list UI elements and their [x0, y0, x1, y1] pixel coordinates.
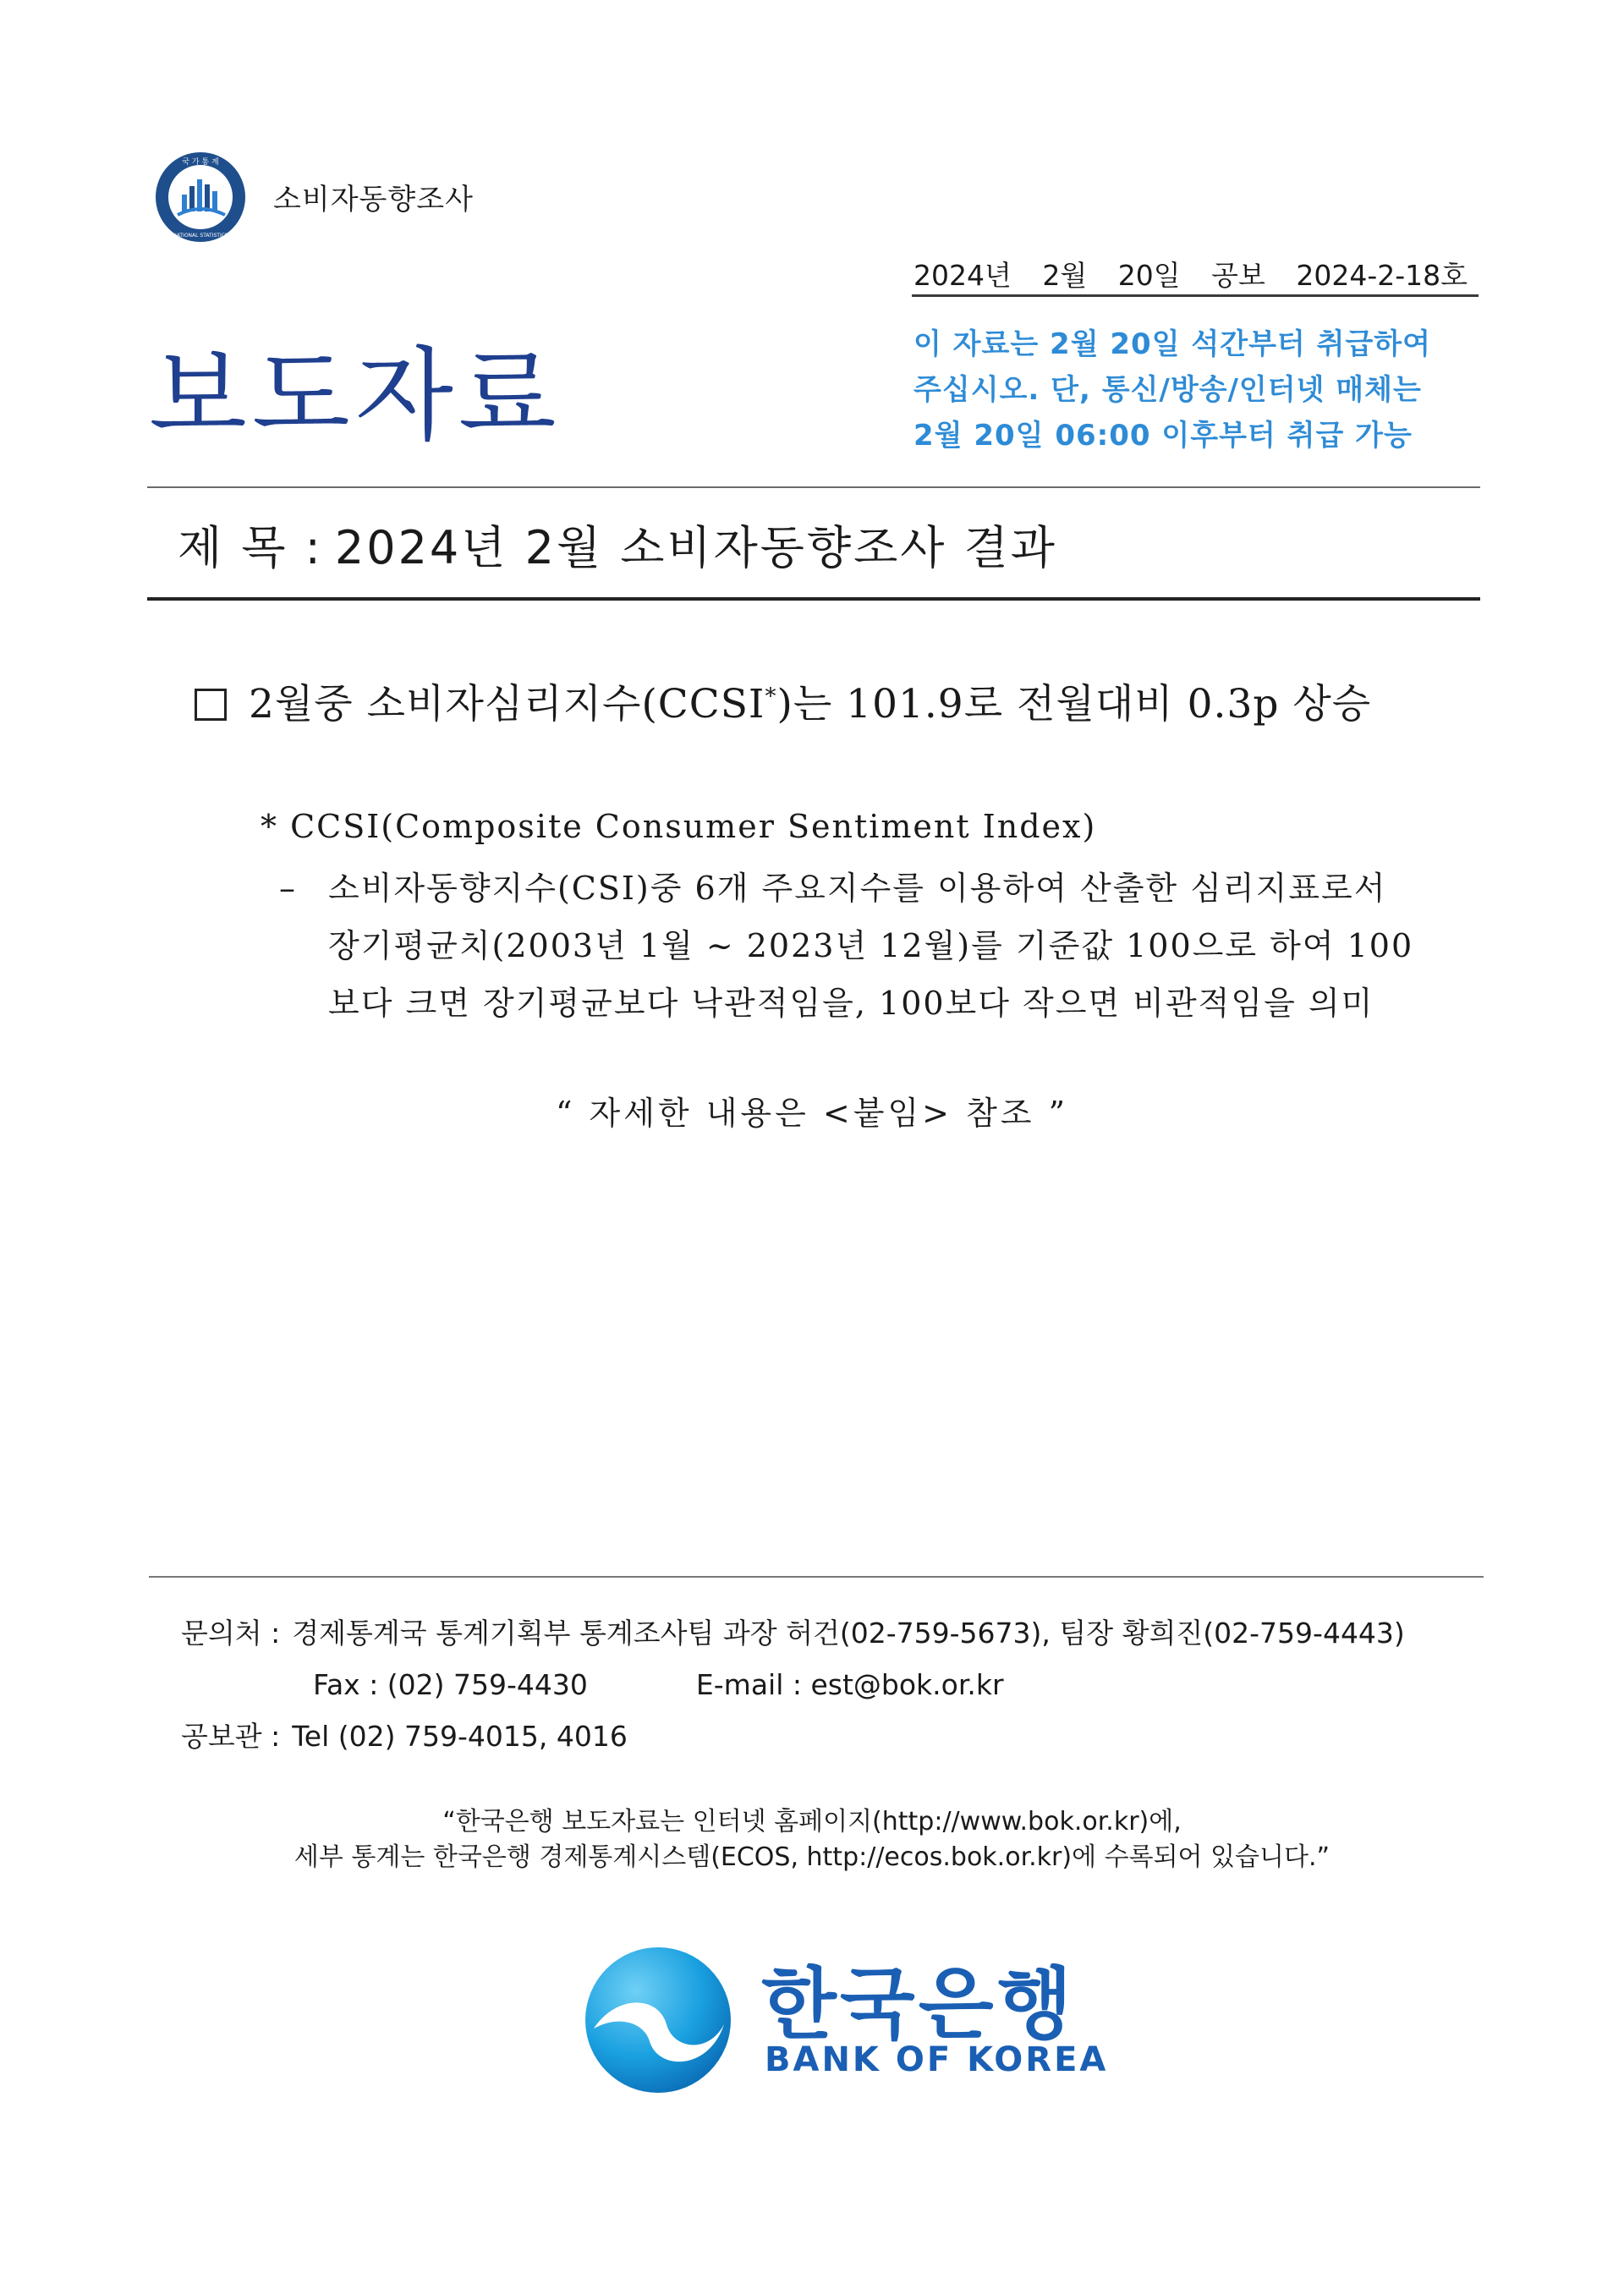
ccsi-note-body: [279, 859, 1463, 1032]
dateline-day: 20일: [1117, 259, 1181, 292]
inquiry-label: 문의처 :: [181, 1617, 281, 1650]
national-statistics-logo: [154, 151, 247, 244]
dateline-year: 2024년: [914, 259, 1012, 292]
ccsi-note-heading: * CCSI(Composite Consumer Sentiment Index): [261, 808, 1097, 845]
footnote-line: 세부 통계는 한국은행 경제통계시스템(ECOS, http://ecos.bok.or.kr)에 수록되어 있습니다.”: [294, 1842, 1330, 1872]
dateline-number: 2024-2-18호: [1296, 259, 1468, 292]
contact-info: [181, 1607, 1417, 1762]
embargo-line: 2월 20일 06:00 이후부터 취급 가능: [914, 419, 1413, 453]
footnote-line: “한국은행 보도자료는 인터넷 홈페이지(http://www.bok.or.kr)에,: [442, 1807, 1182, 1837]
pr-row: [181, 1710, 1417, 1762]
dateline-divider: [912, 294, 1479, 297]
subject-line: [178, 512, 1057, 577]
fax-email-row: [181, 1659, 1417, 1710]
dash-bullet: –: [279, 870, 297, 907]
attachment-reference: “ 자세한 내용은 <붙임> 참조 ”: [555, 1095, 1068, 1132]
note-line: [279, 859, 1463, 917]
dateline-type: 공보: [1211, 259, 1265, 292]
subject-bottom-divider: [147, 597, 1480, 601]
subject-label: 제 목 :: [178, 521, 323, 574]
headline: [195, 673, 1371, 729]
press-release-title: 보도자료: [149, 338, 562, 455]
pr-text: Tel (02) 759-4015, 4016: [292, 1720, 628, 1753]
note-line-text: 소비자동향지수(CSI)중 6개 주요지수를 이용하여 산출한 심리지표로서: [328, 870, 1387, 907]
embargo-notice: [914, 321, 1506, 458]
fax-text: Fax : (02) 759-4430: [313, 1668, 588, 1701]
inquiry-text: 경제통계국 통계기획부 통계조사팀 과장 허건(02-759-5673), 팀장 황희진(02-759-4443): [292, 1617, 1405, 1650]
headline-asterisk: *: [765, 684, 777, 710]
svg-text:국 가 통 계: 국 가 통 계: [182, 158, 219, 167]
survey-label: 소비자동향조사: [273, 183, 474, 217]
pr-label: 공보관 :: [181, 1720, 281, 1753]
embargo-line: 이 자료는 2월 20일 석간부터 취급하여: [914, 327, 1431, 361]
contact-divider: [149, 1576, 1484, 1578]
subject-top-divider: [147, 486, 1480, 488]
note-line: 보다 크면 장기평균보다 낙관적임을, 100보다 작으면 비관적임을 의미: [328, 985, 1374, 1022]
bank-of-korea-logo-icon: [582, 1944, 734, 2096]
checkbox-bullet-icon: [195, 689, 227, 721]
email-text[interactable]: E-mail : est@bok.or.kr: [695, 1668, 1004, 1701]
headline-text-pre: 2월중 소비자심리지수(CCSI: [249, 681, 765, 727]
bank-of-korea-english-name: BANK OF KOREA: [765, 2040, 1109, 2079]
headline-text-post: )는 101.9로 전월대비 0.3p 상승: [776, 681, 1372, 727]
website-footnote: [0, 1804, 1624, 1875]
subject-value: 2024년 2월 소비자동향조사 결과: [334, 521, 1057, 574]
inquiry-row: [181, 1607, 1417, 1659]
embargo-line: 주십시오. 단, 통신/방송/인터넷 매체는: [914, 373, 1422, 407]
release-dateline: [914, 254, 1479, 294]
svg-text:NATIONAL STATISTICS: NATIONAL STATISTICS: [173, 233, 228, 239]
dateline-month: 2월: [1042, 259, 1088, 292]
bank-of-korea-korean-name: 한국은행: [761, 1959, 1076, 2050]
note-line: 장기평균치(2003년 1월 ~ 2023년 12월)를 기준값 100으로 하여 100: [328, 927, 1414, 964]
